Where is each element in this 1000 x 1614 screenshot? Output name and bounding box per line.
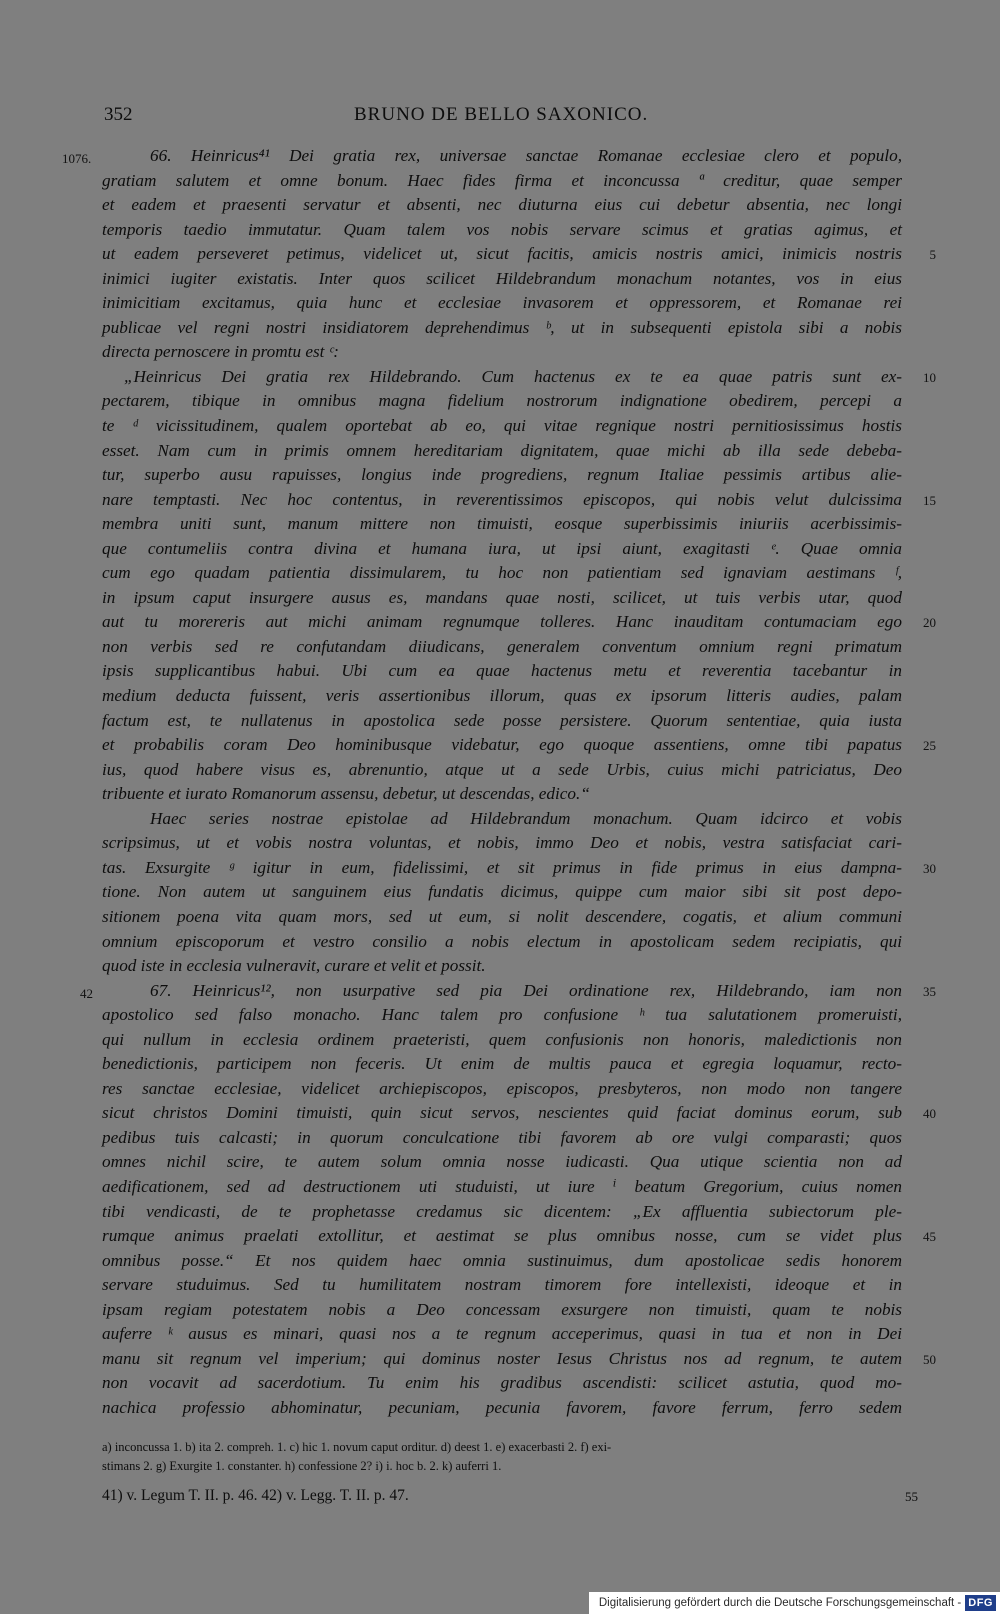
text-line: [102, 635, 902, 660]
line-number: 35: [923, 983, 936, 999]
body-text: [62, 144, 936, 1420]
line-text: inimici iugiter existatis. Inter quos scilicet Hildebrandum monachum notantes, vos in eius: [102, 268, 902, 288]
running-title: BRUNO DE BELLO SAXONICO.: [354, 104, 649, 125]
line-text: tas. Exsurgite ᵍ igitur in eum, fidelissimi, et sit primus in fide primus in eius dampna-: [102, 857, 902, 877]
line-text: tur, superbo ausu rapuisses, longius inde progrediens, regnum Italiae pessimis artibus alie-: [102, 465, 902, 485]
line-text: nare temptasti. Nec hoc contentus, in reverentissimos episcopos, qui nobis velut dulcissima: [102, 489, 902, 509]
line-text: in ipsum caput insurgere ausus es, mandans quae nosti, scilicet, ut tuis verbis utar, quod: [102, 587, 902, 607]
text-line: [102, 218, 902, 243]
line-text: cum ego quadam patientia dissimularem, tu hoc non patientiam sed ignaviam aestimans ᶠ,: [102, 563, 902, 583]
line-text: directa pernoscere in promtu est ᶜ:: [102, 342, 339, 362]
line-text: pedibus tuis calcasti; in quorum conculcatione tibi favorem ab ore vulgi comparasti; quos: [102, 1127, 902, 1147]
digitization-credit: [589, 1592, 1000, 1614]
text-line: [102, 782, 902, 807]
line-text: tibi vendicasti, de te prophetasse credamus sic dicentem: „Ex affluentia subiectorum ple-: [102, 1201, 902, 1221]
text-line: [102, 684, 902, 709]
line-text: inimicitiam excitamus, quia hunc et ecclesiae invasorem et oppressorem, et Romanae rei: [102, 293, 902, 313]
line-text: 67. Heinricus¹², non usurpative sed pia Dei ordinatione rex, Hildebrando, iam non: [150, 980, 902, 1000]
line-text: ipsam regiam potestatem nobis a Deo concessam exsurgere non timuisti, quam te nobis: [102, 1299, 902, 1319]
text-line: [102, 831, 902, 856]
line-text: omnium episcoporum et vestro consilio a nobis electum in apostolicam sedem recipiatis, qui: [102, 931, 902, 951]
line-text: Haec series nostrae epistolae ad Hildebrandum monachum. Quam idcirco et vobis: [150, 808, 902, 828]
text-line: [102, 856, 936, 881]
text-line: [102, 610, 936, 635]
critical-apparatus: [102, 1438, 902, 1476]
text-line: [102, 1249, 902, 1274]
line-text: ut eadem perseveret petimus, videlicet ut, sicut facitis, amicis nostris amici, inimicis nostris: [102, 244, 902, 264]
text-line: [102, 1003, 902, 1028]
text-line: [102, 389, 902, 414]
line-number: 40: [923, 1106, 936, 1122]
line-text: gratiam salutem et omne bonum. Haec fides firma et inconcussa ª creditur, quae semper: [102, 170, 902, 190]
line-text: membra uniti sunt, manum mittere non timuisti, eosque superbissimis iniuriis acerbissimis-: [102, 514, 902, 534]
text-line: [102, 807, 902, 832]
line-number: 5: [929, 247, 936, 263]
footnote-text: 41) v. Legum T. II. p. 46. 42) v. Legg. T. II. p. 47.: [102, 1487, 409, 1504]
line-text: nachica professio abhominatur, pecuniam, pecunia favorem, favore ferrum, ferro sedem: [102, 1397, 902, 1417]
page-number: 352: [104, 104, 133, 125]
text-line: [102, 1200, 902, 1225]
line-text: quod iste in ecclesia vulneravit, curare et velit et possit.: [102, 956, 486, 976]
line-text: res sanctae ecclesiae, videlicet archiepiscopos, episcopos, presbyteros, non modo non tangere: [102, 1078, 902, 1098]
line-text: ipsis supplicantibus habui. Ubi cum ea quae hactenus metu et reverentia tacebantur in: [102, 661, 902, 681]
text-line: [102, 1224, 936, 1249]
line-text: scripsimus, ut et vobis nostra voluntas, et nobis, immo Deo et nobis, vestra satisfaciat cari-: [102, 833, 902, 853]
line-text: tribuente et iurato Romanorum assensu, debetur, ut descendas, edico.“: [102, 784, 590, 804]
text-line: [102, 512, 902, 537]
text-line: [102, 291, 902, 316]
text-line: [102, 1150, 902, 1175]
margin-reference: 42: [80, 985, 93, 1001]
text-line: [102, 1298, 902, 1323]
text-line: [102, 1101, 936, 1126]
text-line: [102, 709, 902, 734]
line-text: omnes nichil scire, te autem solum omnia nosse iudicasti. Qua utique scientia non ad: [102, 1152, 902, 1172]
line-text: auferre ᵏ ausus es minari, quasi nos a te regnum acceperimus, quasi in tua et non in Dei: [102, 1324, 902, 1344]
text-line: [102, 1396, 902, 1421]
line-number: 55: [905, 1489, 918, 1504]
line-text: que contumeliis contra divina et humana iura, ut ipsi aiunt, exagitasti ᵉ. Quae omnia: [102, 538, 902, 558]
running-header: [104, 104, 908, 134]
text-line: [102, 316, 902, 341]
line-text: non verbis sed re confutandam diiudicans, generalem conventum omnium regni primatum: [102, 636, 902, 656]
credit-text: Digitalisierung gefördert durch die Deutsche Forschungsgemeinschaft -: [598, 1597, 962, 1609]
text-line: [102, 1175, 902, 1200]
line-text: pectarem, tibique in omnibus magna fidelium nostrorum indignatione obedirem, percepi a: [102, 391, 902, 411]
text-line: [102, 193, 902, 218]
line-number: 10: [923, 369, 936, 385]
text-line: [102, 267, 902, 292]
text-line: [102, 340, 902, 365]
line-text: publicae vel regni nostri insidiatorem deprehendimus ᵇ, ut in subsequenti epistola sibi a nobis: [102, 317, 902, 337]
text-line: [102, 930, 902, 955]
text-line: [102, 1052, 902, 1077]
line-text: sitionem poena vita quam mors, sed ut eum, si nolit descendere, cogatis, et alium communi: [102, 906, 902, 926]
text-line: [102, 659, 902, 684]
line-text: omnibus posse.“ Et nos quidem haec omnia sustinuimus, dum apostolicae sedis honorem: [102, 1250, 902, 1270]
line-text: benedictionis, participem non feceris. Ut enim de multis pauca et egregia loquamur, recto-: [102, 1054, 902, 1074]
line-number: 30: [923, 860, 936, 876]
text-line: [102, 414, 902, 439]
line-number: 25: [923, 738, 936, 754]
line-text: medium deducta fuissent, veris assertionibus illorum, quas ex ipsorum litteris audies, palam: [102, 686, 902, 706]
line-text: „Heinricus Dei gratia rex Hildebrando. Cum hactenus ex te ea quae patris sunt ex-: [124, 366, 902, 386]
line-number: 15: [923, 492, 936, 508]
text-line: [102, 1126, 902, 1151]
text-line: [102, 880, 902, 905]
text-line: [102, 1347, 936, 1372]
text-line: [102, 1028, 902, 1053]
text-line: [102, 488, 936, 513]
text-line: [102, 586, 902, 611]
text-line: [102, 561, 902, 586]
line-text: et eadem et praesenti servatur et absenti, nec diuturna eius cui debetur absentia, nec longi: [102, 195, 902, 215]
line-text: manu sit regnum vel imperium; qui dominus noster Iesus Christus nos ad regnum, te autem: [102, 1348, 902, 1368]
text-line: [102, 1371, 902, 1396]
line-text: qui nullum in ecclesia ordinem praeteristi, quem confusionis non honoris, maledictionis non: [102, 1029, 902, 1049]
text-line: [102, 1077, 902, 1102]
line-number: 45: [923, 1229, 936, 1245]
text-line: [102, 905, 902, 930]
text-line: [102, 733, 936, 758]
line-text: aut tu morereris aut michi animam regnumque tolleres. Hanc inauditam contumaciam ego: [102, 612, 902, 632]
dfg-logo: DFG: [965, 1595, 996, 1611]
margin-year: 1076.: [62, 151, 92, 166]
text-line: [102, 169, 902, 194]
line-text: rumque animus praelati extollitur, et aestimat se plus omnibus nosse, cum se videt plus: [102, 1226, 902, 1246]
line-number: 20: [923, 615, 936, 631]
line-text: ius, quod habere visus es, abrenuntio, atque ut a sede Urbis, cuius michi patriciatus, Deo: [102, 759, 902, 779]
line-text: servare studuimus. Sed tu humilitatem nostram timorem fore intellexisti, ideoque et in: [102, 1275, 902, 1295]
line-text: tione. Non autem ut sanguinem eius fundatis dicimus, quippe cum maior sibi sit post depo-: [102, 882, 902, 902]
line-text: temporis taedio immutatur. Quam talem vos nobis servare scimus et gratias agimus, et: [102, 219, 902, 239]
source-footnotes: [102, 1487, 918, 1505]
text-line: [102, 537, 902, 562]
text-line: [102, 439, 902, 464]
text-line: [102, 365, 936, 390]
text-line: [80, 979, 936, 1004]
text-line: [102, 463, 902, 488]
text-line: [102, 1273, 902, 1298]
text-line: [102, 954, 902, 979]
line-text: sicut christos Domini timuisti, quin sicut servos, nescientes quid faciat dominus eorum, sub: [102, 1103, 902, 1123]
line-text: 66. Heinricus⁴¹ Dei gratia rex, universae sanctae Romanae ecclesiae clero et populo,: [150, 146, 902, 165]
line-text: aedificationem, sed ad destructionem uti studuisti, ut iure ⁱ beatum Gregorium, cuius nomen: [102, 1176, 902, 1196]
text-line: [102, 1322, 902, 1347]
line-text: te ᵈ vicissitudinem, qualem oportebat ab eo, qui vitae regnique nostri pernitiosissimus hostis: [102, 416, 902, 436]
text-line: [102, 242, 936, 267]
line-number: 50: [923, 1351, 936, 1367]
apparatus-line: a) inconcussa 1. b) ita 2. compreh. 1. c) hic 1. novum caput orditur. d) deest 1. e) exacerbasti 2. f) exi-: [102, 1440, 612, 1454]
line-text: et probabilis coram Deo hominibusque videbatur, ego quoque assentiens, omne tibi papatus: [102, 735, 902, 755]
text-line: [102, 758, 902, 783]
line-text: esset. Nam cum in primis omnem hereditariam dignitatem, quae michi ab illa sede debeba-: [102, 440, 902, 460]
line-text: non vocavit ad sacerdotium. Tu enim his gradibus ascendisti: scilicet astutia, quod mo-: [102, 1373, 902, 1393]
apparatus-line: stimans 2. g) Exurgite 1. constanter. h) confessione 2? i) i. hoc b. 2. k) auferri 1.: [102, 1459, 502, 1473]
text-line: [62, 144, 902, 169]
line-text: apostolico sed falso monacho. Hanc talem pro confusione ʰ tua salutationem promeruisti,: [102, 1005, 902, 1025]
line-text: factum est, te nullatenus in apostolica sede posse persistere. Quorum sententiae, quia iusta: [102, 710, 902, 730]
